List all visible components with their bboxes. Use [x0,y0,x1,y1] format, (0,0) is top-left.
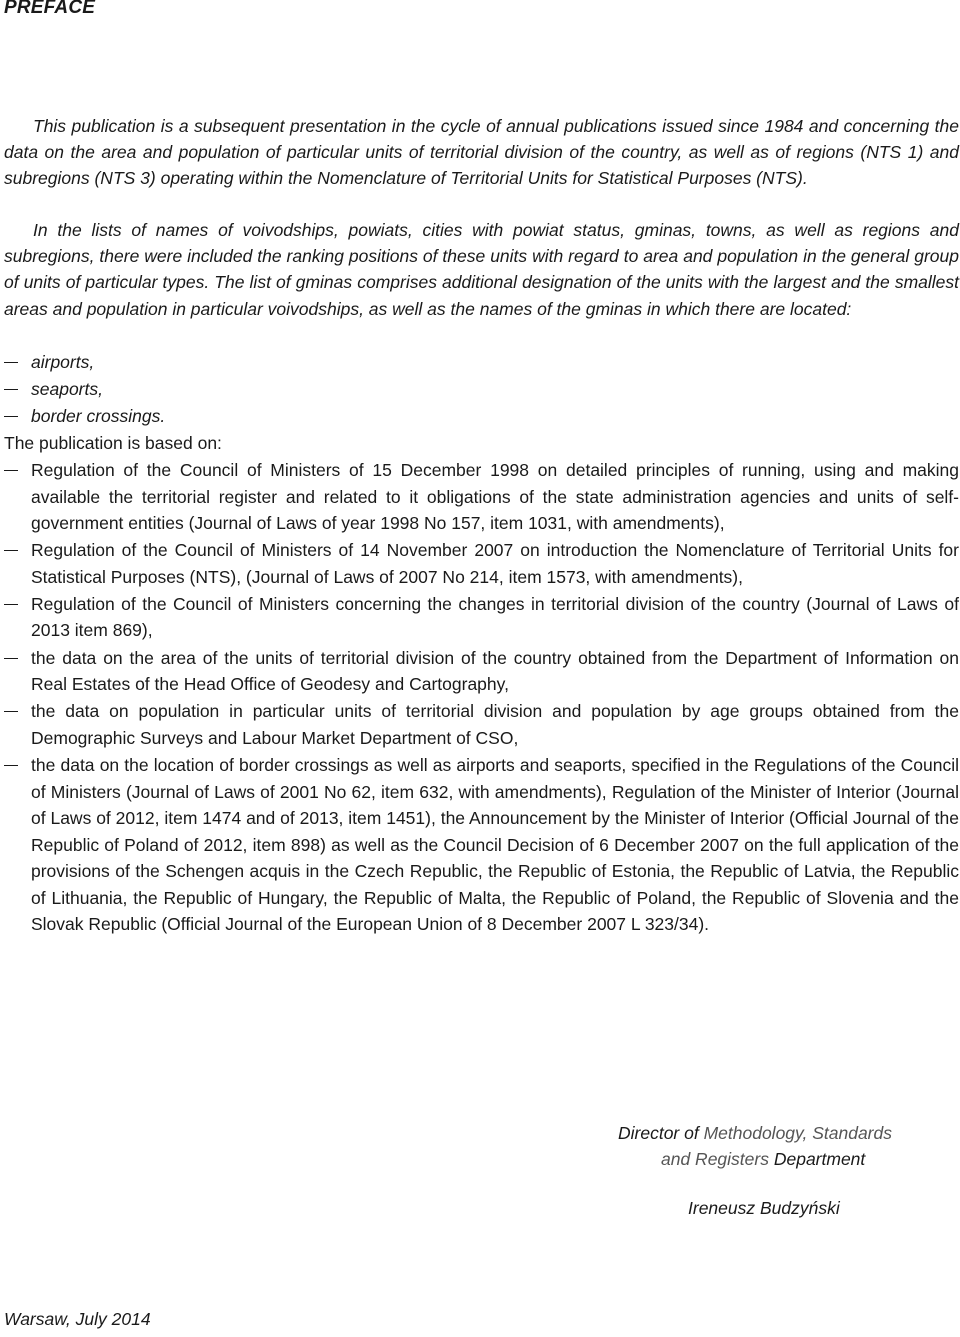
intro-paragraph-2-rest: The list of gminas comprises additional designation of the units with the largest and the smallest areas and population in particular voivodships, as well as the names of the gminas in which there are located: [4,272,959,319]
list-item-text: Regulation of the Council of Ministers of 15 December 1998 on detailed principles of running, using and making available the territorial register and related to it obligations of the state administration agencies and units of self-government entities (Journal of Laws of year 1998 No 157, item 1031, with amendments), [31,460,959,534]
list-item-text: border crossings. [31,406,166,426]
signature-department-name: Methodology, Standards [703,1123,892,1143]
list-item [4,403,959,430]
signature-department-name-cont: and Registers [661,1149,769,1169]
signature-department-suffix: Department [768,1149,866,1169]
list-item-text: the data on the location of border crossings as well as airports and seaports, specified in the Regulations of the Council of Ministers (Journal of Laws of 2001 No 62, item 632, with amendments), Regulation of the Minister of Interior (Journal of Laws of 2012, item 1474 and of 2013, item 1451), the Announcement by the Minister of Interior (Official Journal of the Republic of Poland of 2012, item 898) as well as the Council Decision of 6 December 2007 on the full application of the provisions of the Schengen acquis in the Czech Republic, the Republic of Estonia, the Republic of Latvia, the Republic of Lithuania, the Republic of Hungary, the Republic of Malta, the Republic of Poland, the Republic of Slovenia and the Slovak Republic (Official Journal of the European Union of 8 December 2007 L 323/34). [31,754,959,935]
list-item [4,457,959,537]
list-item [4,376,959,403]
page-title: PREFACE [4,0,96,18]
signature-title-line-1 [618,1120,892,1146]
list-item-text: the data on the area of the units of territorial division of the country obtained from the Department of Information on Real Estates of the Head Office of Geodesy and Cartography, [31,647,959,695]
place-and-date: Warsaw, July 2014 [4,1309,151,1329]
list-item-text: Regulation of the Council of Ministers of 14 November 2007 on introduction the Nomenclature of Territorial Units for Statistical Purposes (NTS), (Journal of Laws of 2007 No 214, item 1573, with amendments), [31,540,959,587]
list-item [4,537,959,590]
signature-title-prefix: Director of [618,1123,704,1143]
based-on-label: The publication is based on: [4,433,222,453]
list-item [4,591,959,644]
list-item-text: the data on population in particular units of territorial division and population by age groups obtained from the Demographic Surveys and Labour Market Department of CSO, [31,701,959,748]
signature-title-line-2 [661,1146,865,1172]
list-item-text: airports, [31,352,95,372]
intro-paragraph-2 [4,217,959,322]
located-list [4,349,959,430]
list-item [4,698,959,751]
sources-list [4,457,959,938]
intro-paragraph-1: This publication is a subsequent presentation in the cycle of annual publications issued since 1984 and concerning the data on the area and population of particular units of territorial division of the country, as well as of regions (NTS 1) and subregions (NTS 3) operating within the Nomenclature of Territorial Units for Statistical Purposes (NTS). [4,116,959,189]
list-item [4,645,959,698]
list-item [4,752,959,938]
list-item-text: seaports, [31,379,103,399]
intro-paragraph-2-italic: In the lists of names of voivodships, powiats, cities with powiat status, gminas, towns, as well as regions and subregions, there were included the ranking positions of these units with regard to area and population in the general group of units of particular types. [4,220,959,293]
list-item [4,349,959,376]
list-item-text: Regulation of the Council of Ministers concerning the changes in territorial division of the country (Journal of Laws of 2013 item 869), [31,593,959,641]
signature-name: Ireneusz Budzyński [688,1198,840,1218]
